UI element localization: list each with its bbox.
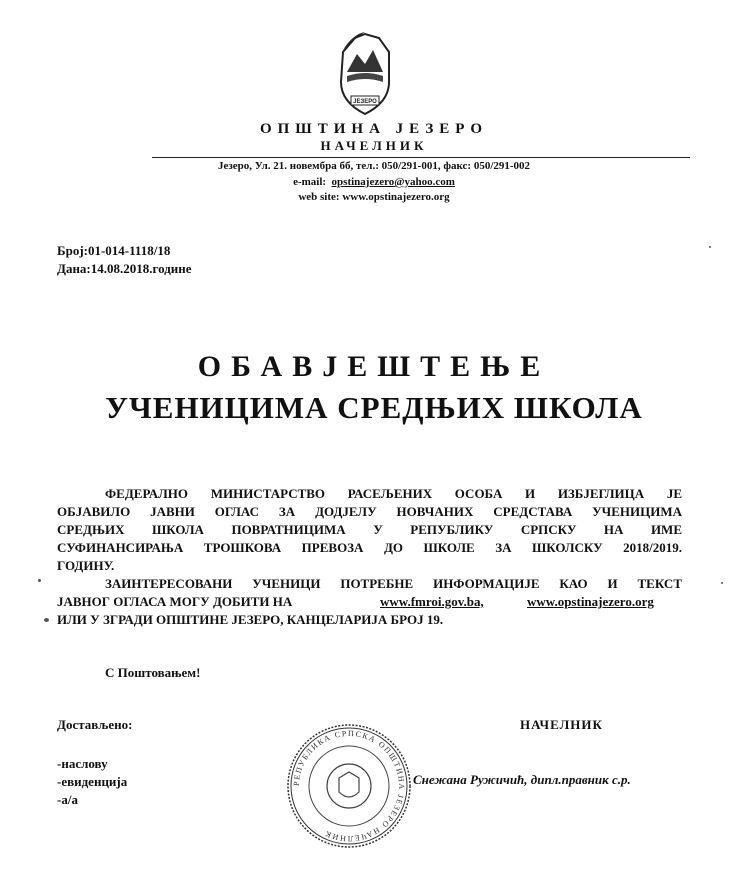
- delivered-item: -наслову: [57, 756, 108, 771]
- org-name: ОПШТИНА ЈЕЗЕРО: [259, 121, 489, 137]
- delivered-item: -а/а: [57, 792, 78, 807]
- document-title: ОБАВЈЕШТЕЊЕ: [197, 350, 551, 383]
- body-line: ОБЈАВИЛО ЈАВНИ ОГЛАС ЗА ДОДЈЕЛУ НОВЧАНИХ СРЕДСТАВА УЧЕНИЦИМА: [57, 504, 682, 519]
- body-line: СРЕДЊИХ ШКОЛА ПОВРАТНИЦИМА У РЕПУБЛИКУ СРПСКУ НА ИМЕ: [57, 522, 682, 537]
- crest-label: ЈЕЗЕРО: [353, 99, 377, 105]
- header-email-line: [0, 176, 748, 188]
- body-line: СУФИНАНСИРАЊА ТРОШКОВА ПРЕВОЗА ДО ШКОЛЕ ЗА ШКОЛСКУ 2018/2019.: [57, 540, 682, 555]
- reference-number: Број:01-014-1118/18: [57, 243, 171, 258]
- email-label: e-mail:: [293, 176, 327, 188]
- signatory-title: НАЧЕЛНИК: [520, 717, 603, 732]
- scan-speck: [38, 579, 41, 582]
- scan-speck: [709, 246, 711, 248]
- delivered-label: Достављено:: [57, 717, 133, 732]
- body-line: ФЕДЕРАЛНО МИНИСТАРСТВО РАСЕЉЕНИХ ОСОБА И ИЗБЈЕГЛИЦА ЈЕ: [105, 486, 682, 501]
- official-seal-icon: [285, 722, 413, 850]
- scan-speck: [721, 582, 723, 584]
- header-website[interactable]: web site: www.opstinajezero.org: [298, 191, 450, 203]
- org-role: НАЧЕЛНИК: [320, 138, 428, 153]
- signatory-name: Снежана Ружичић, дипл.правник с.р.: [413, 772, 631, 787]
- scan-speck: [44, 618, 49, 622]
- body-line: ГОДИНУ.: [57, 558, 115, 573]
- fmroi-link[interactable]: www.fmroi.gov.ba,: [380, 594, 484, 609]
- municipality-crest-icon: [335, 30, 395, 118]
- document-subtitle: УЧЕНИЦИМА СРЕДЊИХ ШКОЛА: [105, 390, 643, 425]
- delivered-item: -евиденција: [57, 774, 128, 789]
- greeting: С Поштовањем!: [105, 665, 201, 680]
- opstina-website-link[interactable]: www.opstinajezero.org: [527, 594, 654, 609]
- body-text: ЈАВНОГ ОГЛАСА МОГУ ДОБИТИ НА: [57, 594, 293, 609]
- seal-text: РЕПУБЛИКА СРПСКА ОПШТИНА ЈЕЗЕРО НАЧЕЛНИК: [291, 728, 407, 844]
- header-divider: [152, 157, 690, 158]
- email-link[interactable]: opstinajezero@yahoo.com: [331, 176, 455, 188]
- body-line: ЗАИНТЕРЕСОВАНИ УЧЕНИЦИ ПОТРЕБНЕ ИНФОРМАЦИЈЕ КАО И ТЕКСТ: [105, 576, 682, 591]
- reference-date: Дана:14.08.2018.године: [57, 261, 192, 276]
- body-line: ИЛИ У ЗГРАДИ ОПШТИНЕ ЈЕЗЕРО, КАНЦЕЛАРИЈА БРОЈ 19.: [57, 612, 444, 627]
- header-address: Језеро, Ул. 21. новембра бб, тел.: 050/291-001, факс: 050/291-002: [217, 160, 531, 172]
- body-line-links: [57, 594, 682, 610]
